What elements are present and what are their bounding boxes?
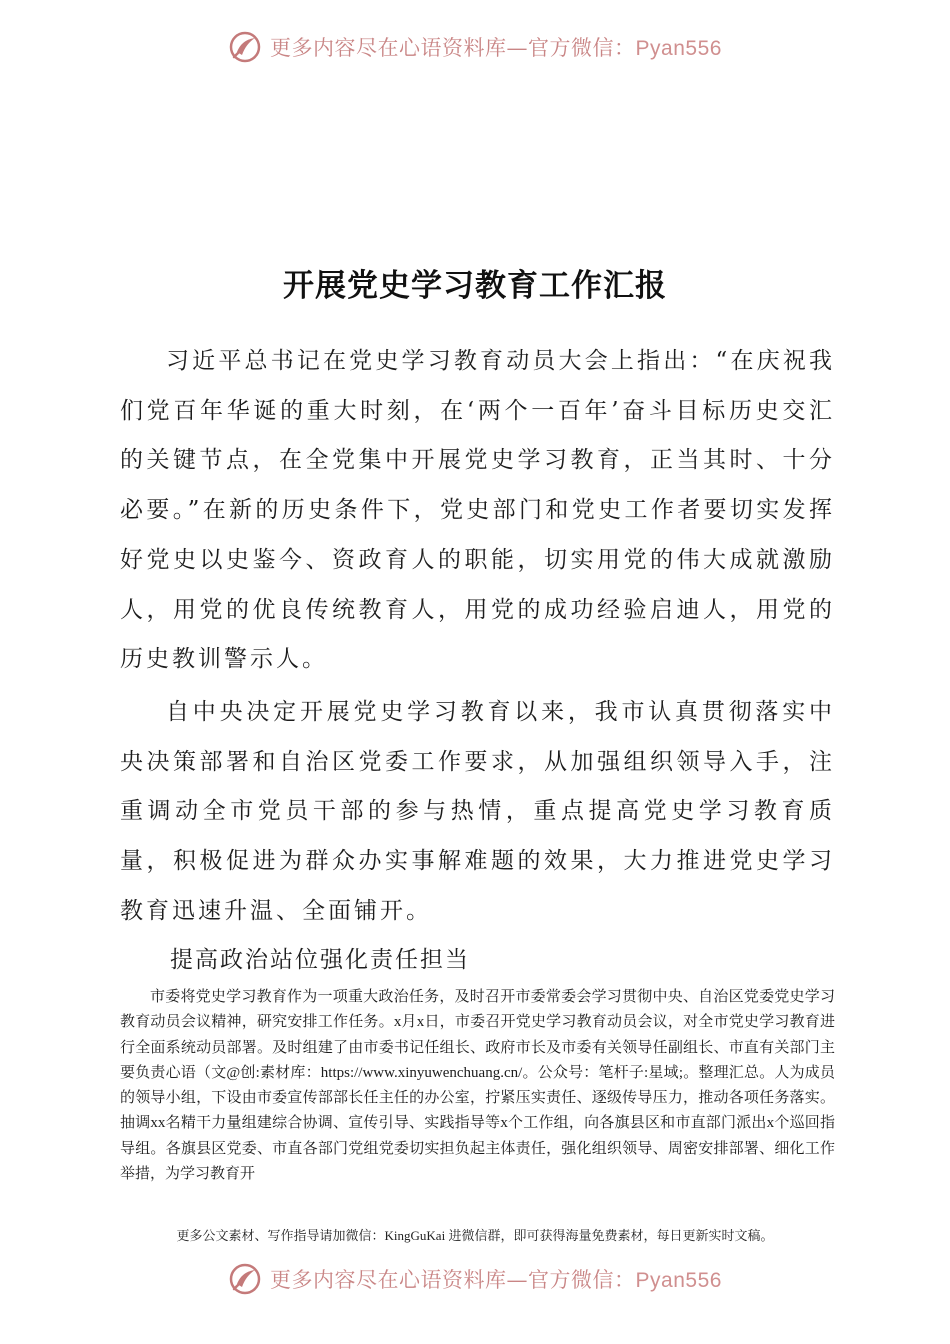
body-paragraph-1: 习近平总书记在党史学习教育动员大会上指出：“在庆祝我们党百年华诞的重大时刻，在‘两个一百年’奋斗目标历史交汇的关键节点，在全党集中开展党史学习教育，正当其时、十分必要。”在新的历史条件下，党史部门和党史工作者要切实发挥好党史以史鉴今、资政育人的职能，切实用党的伟大成就激励人，用党的优良传统教育人，用党的成功经验启迪人，用党的历史教训警示人。 <box>120 348 835 673</box>
section-heading: 提高政治站位强化责任担当 <box>170 947 470 973</box>
watermark-wechat-id: Pyan556 <box>635 1269 722 1292</box>
watermark-text <box>270 32 722 62</box>
watermark-text <box>270 1264 722 1294</box>
watermark-logo-icon <box>228 1262 262 1296</box>
document-title: 开展党史学习教育工作汇报 <box>283 268 667 304</box>
watermark-label: 更多内容尽在心语资料库—官方微信： <box>270 36 636 60</box>
header-watermark <box>0 30 950 64</box>
watermark-wechat-id: Pyan556 <box>635 37 722 60</box>
section-body: 市委将党史学习教育作为一项重大政治任务，及时召开市委常委会学习贯彻中央、自治区党委党史学习教育动员会议精神，研究安排工作任务。x月x日，市委召开党史学习教育动员会议，对全市党史学习教育进行全面系统动员部署。及时组建了由市委书记任组长、政府市长及市委有关领导任副组长、市直有关部门主要负责心语（文@创:素材库：https://www.xinyuwenchuang.cn/。公众号：笔杆子:星域;。整理汇总。人为成员的领导小组，下设由市委宣传部部长任主任的办公室，拧紧压实责任、逐级传导压力，推动各项任务落实。抽调xx名精干力量组建综合协调、宣传引导、实践指导等x个工作组，向各旗县区和市直部门派出x个巡回指导组。各旗县区党委、市直各部门党组党委切实担负起主体责任，强化组织领导、周密安排部署、细化工作举措，为学习教育开 <box>120 989 835 1183</box>
watermark-label: 更多内容尽在心语资料库—官方微信： <box>270 1268 636 1292</box>
body-paragraph-2: 自中央决定开展党史学习教育以来，我市认真贯彻落实中央决策部署和自治区党委工作要求，从加强组织领导入手，注重调动全市党员干部的参与热情，重点提高党史学习教育质量，积极促进为群众办实事解难题的效果，大力推进党史学习教育迅速升温、全面铺开。 <box>120 699 835 924</box>
footer-note: 更多公文素材、写作指导请加微信：KingGuKai 进微信群，即可获得海量免费素材，每日更新实时文稿。 <box>176 1228 774 1243</box>
watermark-logo-icon <box>228 30 262 64</box>
footer-watermark <box>0 1262 950 1296</box>
